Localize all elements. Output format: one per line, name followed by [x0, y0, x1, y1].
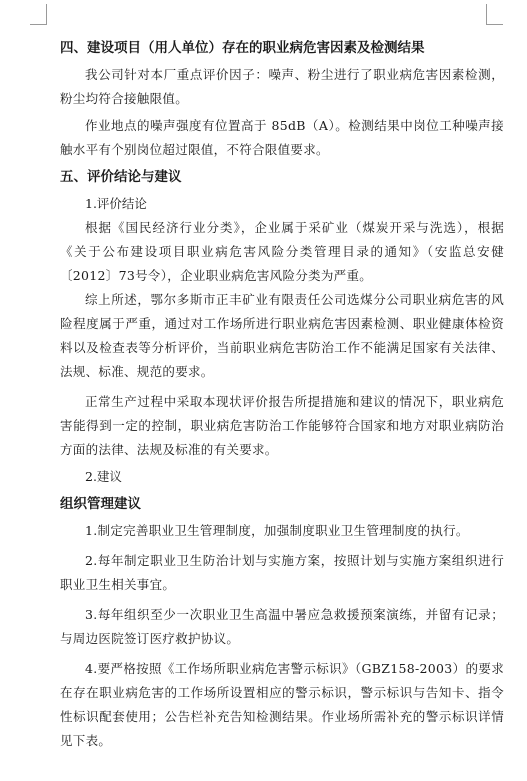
org-item-1: 1.制定完善职业卫生管理制度，加强制度职业卫生管理制度的执行。: [85, 523, 469, 538]
section-5-heading: 五、评价结论与建议: [60, 169, 182, 185]
section-5-paragraph-2: 综上所述，鄂尔多斯市正丰矿业有限责任公司选煤分公司职业病危害的风险程度属于严重，通过对工作场所进行职业病危害因素检测、职业健康体检资料以及检查表等分析评价，当前职业病危害防治工作不能满足国家有关法律、法规、标准、规范的要求。: [60, 292, 504, 379]
crop-mark-top-left-horizontal: [30, 24, 47, 25]
section-5-subheading-conclusion: 1.评价结论: [85, 196, 147, 211]
document-body: [60, 36, 504, 753]
org-item-3: 3.每年组织至少一次职业卫生高温中暑应急救援预案演练，并留有记录；与周边医院签订医疗救护协议。: [60, 607, 504, 646]
section-5-paragraph-1: 根据《国民经济行业分类》，企业属于采矿业（煤炭开采与洗选），根据《关于公布建设项目职业病危害风险分类管理目录的通知》（安监总安健〔2012〕73号令），企业职业病危害风险分类为严重。: [60, 220, 504, 283]
section-5-subheading-suggestions: 2.建议: [85, 469, 122, 484]
org-item-4: 4.要严格按照《工作场所职业病危害警示标识》（GBZ158-2003）的要求在存在职业病危害的工作场所设置相应的警示标识，警示标识与告知卡、指令性标识配套使用；公告栏补充告知检测结果。作业场所需补充的警示标识详情见下表。: [60, 661, 504, 748]
org-management-heading: 组织管理建议: [60, 496, 141, 512]
crop-mark-top-left-vertical: [46, 4, 47, 24]
section-5-paragraph-3: 正常生产过程中采取本现状评价报告所提措施和建议的情况下，职业病危害能得到一定的控制，职业病危害防治工作能够符合国家和地方对职业病防治方面的法律、法规及标准的有关要求。: [60, 394, 504, 457]
section-4-heading: 四、建设项目（用人单位）存在的职业病危害因素及检测结果: [60, 40, 425, 56]
crop-mark-top-right-horizontal: [486, 24, 503, 25]
section-4-paragraph-2: 作业地点的噪声强度有位置高于 85dB（A）。检测结果中岗位工种噪声接触水平有个别岗位超过限值，不符合限值要求。: [60, 118, 504, 157]
org-item-2: 2.每年制定职业卫生防治计划与实施方案，按照计划与实施方案组织进行职业卫生相关事宜。: [60, 553, 504, 592]
crop-mark-top-right-vertical: [486, 4, 487, 24]
section-4-paragraph-1: 我公司针对本厂重点评价因子：噪声、粉尘进行了职业病危害因素检测，粉尘均符合接触限值。: [60, 67, 504, 106]
